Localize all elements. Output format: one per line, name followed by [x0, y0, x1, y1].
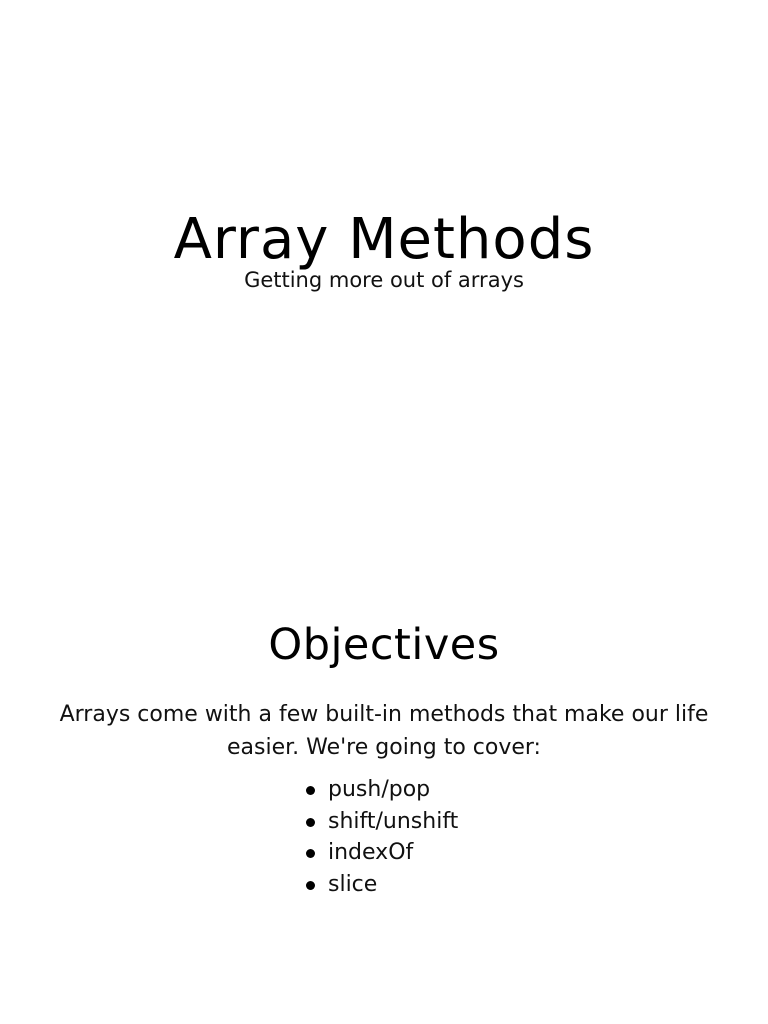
objectives-heading: Objectives [268, 620, 500, 670]
objectives-list [304, 774, 458, 900]
list-item-label: indexOf [328, 840, 414, 865]
bullet-icon [306, 786, 315, 795]
bullet-icon [306, 881, 315, 890]
objectives-slide [0, 612, 768, 897]
objectives-intro: Arrays come with a few built-in methods that make our life easier. We're going to cover: [59, 702, 709, 760]
list-item [304, 869, 458, 901]
list-item-label: slice [328, 871, 378, 897]
list-item [304, 774, 458, 806]
bullet-icon [306, 818, 315, 827]
slide-subtitle: Getting more out of arrays [244, 268, 524, 292]
slide-title: Array Methods [173, 207, 595, 272]
list-item [304, 806, 458, 838]
list-item-label: shift/unshift [328, 808, 459, 834]
list-item [304, 837, 458, 869]
list-item-label: push/pop [328, 777, 431, 802]
bullet-icon [306, 849, 315, 858]
title-slide [0, 200, 768, 292]
